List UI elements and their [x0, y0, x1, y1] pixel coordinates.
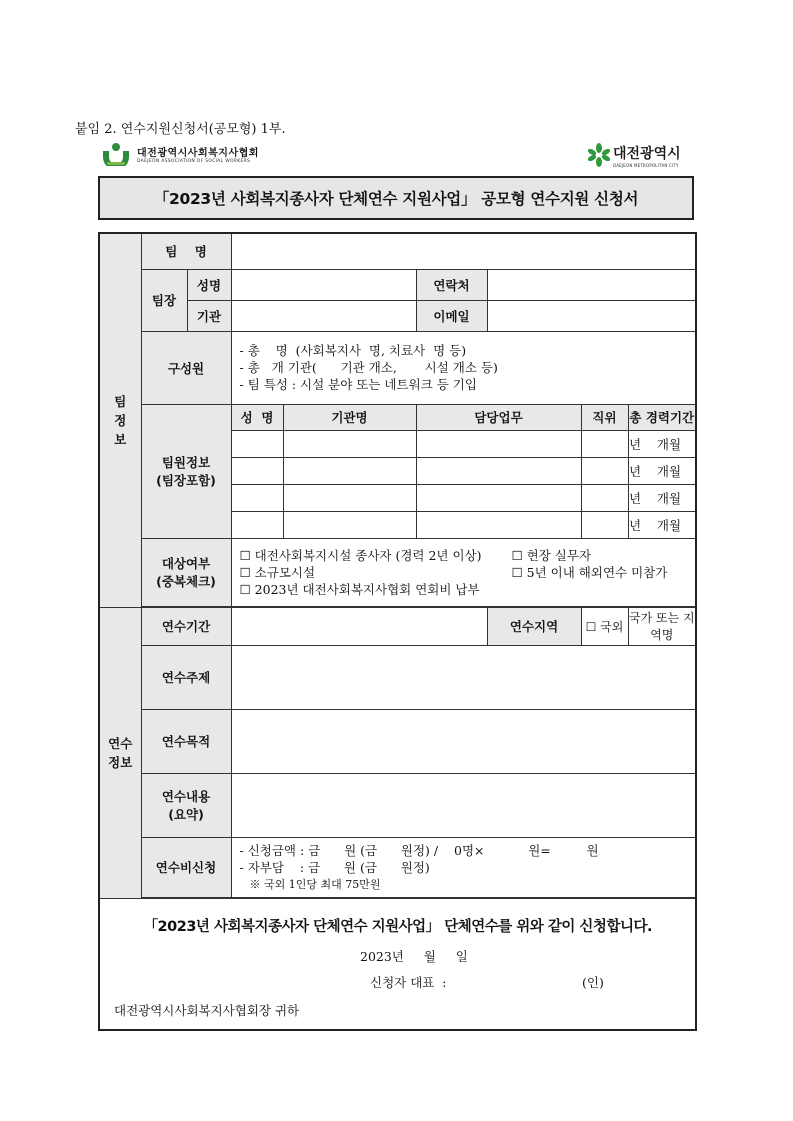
eligibility-checkbox-no-overseas[interactable]: ☐ 5년 이내 해외연수 미참가 [511, 564, 668, 580]
member-header-career: 총 경력기간 [628, 404, 696, 430]
member-career-cell[interactable]: 년 개월 [628, 511, 696, 538]
member-info-label: 팀원정보 (팀장포함) [141, 404, 231, 538]
members-line: - 팀 특성 : 시설 분야 또는 네트워크 등 기입 [239, 377, 477, 392]
member-position-cell[interactable] [581, 511, 628, 538]
team-info-label: 팀 정 보 [114, 393, 127, 447]
leader-org-label: 기관 [187, 300, 231, 331]
member-org-cell[interactable] [283, 484, 416, 511]
member-duty-cell[interactable] [416, 430, 581, 457]
member-career-cell[interactable]: 년 개월 [628, 430, 696, 457]
leader-name-field[interactable] [231, 269, 416, 300]
training-topic-field[interactable] [231, 645, 696, 709]
training-period-field[interactable] [231, 607, 487, 645]
member-header-org: 기관명 [283, 404, 416, 430]
member-duty-cell[interactable] [416, 457, 581, 484]
city-logo [588, 141, 681, 169]
member-header-name: 성 명 [231, 404, 283, 430]
eligibility-checkbox-membership-fee[interactable]: ☐ 2023년 대전사회복지사협회 연회비 납부 [239, 581, 480, 597]
association-name: 대전광역시사회복지사협회 [137, 148, 259, 159]
member-duty-cell[interactable] [416, 484, 581, 511]
region-overseas-checkbox[interactable]: ☐ 국외 [581, 607, 628, 645]
team-name-label: 팀 명 [141, 233, 231, 269]
form-title: 「2023년 사회복지종사자 단체연수 지원사업」 공모형 연수지원 신청서 [98, 176, 694, 220]
member-career-cell[interactable]: 년 개월 [628, 457, 696, 484]
training-purpose-label: 연수목적 [141, 709, 231, 773]
leader-org-field[interactable] [231, 300, 416, 331]
training-period-label: 연수기간 [141, 607, 231, 645]
member-position-cell[interactable] [581, 484, 628, 511]
member-name-cell[interactable] [231, 457, 283, 484]
training-info-label: 연수 정보 [108, 735, 133, 770]
applicant-label: 신청자 대표 : [370, 974, 447, 990]
city-emblem-icon [588, 143, 610, 167]
member-name-cell[interactable] [231, 511, 283, 538]
training-info-section-label [99, 607, 141, 898]
applicant-signature[interactable] [370, 973, 604, 991]
cost-notice: ※ 국외 1인당 최대 75만원 [249, 877, 381, 891]
leader-name-label: 성명 [187, 269, 231, 300]
training-region-label: 연수지역 [487, 607, 581, 645]
seal-mark: (인) [582, 974, 604, 990]
member-position-cell[interactable] [581, 457, 628, 484]
member-org-cell[interactable] [283, 430, 416, 457]
eligibility-checkbox-experienced[interactable]: ☐ 대전사회복지시설 종사자 (경력 2년 이상) [239, 547, 482, 563]
cost-line-request: - 신청금액 : 금 원 (금 원정) / 0명× 원= 원 [239, 842, 599, 858]
eligibility-checkbox-small-facility[interactable]: ☐ 소규모시설 [239, 564, 316, 580]
application-date[interactable]: 2023년 월 일 [360, 948, 468, 964]
association-logo [101, 141, 259, 167]
training-content-label: 연수내용 (요약) [141, 773, 231, 837]
contact-label: 연락처 [416, 269, 487, 300]
attachment-note: 붙임 2. 연수지원신청서(공모형) 1부. [75, 122, 286, 137]
members-field[interactable] [231, 331, 696, 404]
training-content-field[interactable] [231, 773, 696, 837]
leader-label: 팀장 [141, 269, 187, 331]
region-country-field[interactable]: 국가 또는 지역명 [628, 607, 696, 645]
declaration-statement: 「2023년 사회복지종사자 단체연수 지원사업」 단체연수를 위와 같이 신청합니다. [143, 918, 652, 935]
email-label: 이메일 [416, 300, 487, 331]
addressee: 대전광역시사회복지사협회장 귀하 [114, 1002, 300, 1018]
member-name-cell[interactable] [231, 430, 283, 457]
city-name: 대전광역시 [613, 145, 681, 162]
member-org-cell[interactable] [283, 511, 416, 538]
member-position-cell[interactable] [581, 430, 628, 457]
member-header-position: 직위 [581, 404, 628, 430]
members-line: - 총 명 (사회복지사 명, 치료사 명 등) [239, 343, 467, 358]
application-declaration [99, 898, 696, 1030]
member-name-cell[interactable] [231, 484, 283, 511]
member-org-cell[interactable] [283, 457, 416, 484]
association-emblem-icon [101, 142, 131, 166]
members-line: - 총 개 기관( 기관 개소, 시설 개소 등) [239, 360, 498, 375]
training-topic-label: 연수주제 [141, 645, 231, 709]
email-field[interactable] [487, 300, 696, 331]
eligibility-checkbox-practitioner[interactable]: ☐ 현장 실무자 [511, 547, 592, 563]
city-english-name: DAEJEON METROPOLITAN CITY [613, 162, 679, 168]
members-label: 구성원 [141, 331, 231, 404]
association-english-name: DAEJEON ASSOCIATION OF SOCIAL WORKERS [137, 159, 251, 164]
application-form [98, 232, 697, 1031]
team-name-field[interactable] [231, 233, 696, 269]
cost-line-self: - 자부담 : 금 원 (금 원정) [239, 859, 430, 875]
training-purpose-field[interactable] [231, 709, 696, 773]
eligibility-field [231, 538, 696, 606]
member-career-cell[interactable]: 년 개월 [628, 484, 696, 511]
member-duty-cell[interactable] [416, 511, 581, 538]
team-info-section-label [99, 233, 141, 607]
contact-field[interactable] [487, 269, 696, 300]
training-cost-label: 연수비신청 [141, 837, 231, 897]
member-header-duty: 담당업무 [416, 404, 581, 430]
eligibility-label: 대상여부 (중복체크) [141, 538, 231, 606]
training-cost-field[interactable] [231, 837, 696, 897]
